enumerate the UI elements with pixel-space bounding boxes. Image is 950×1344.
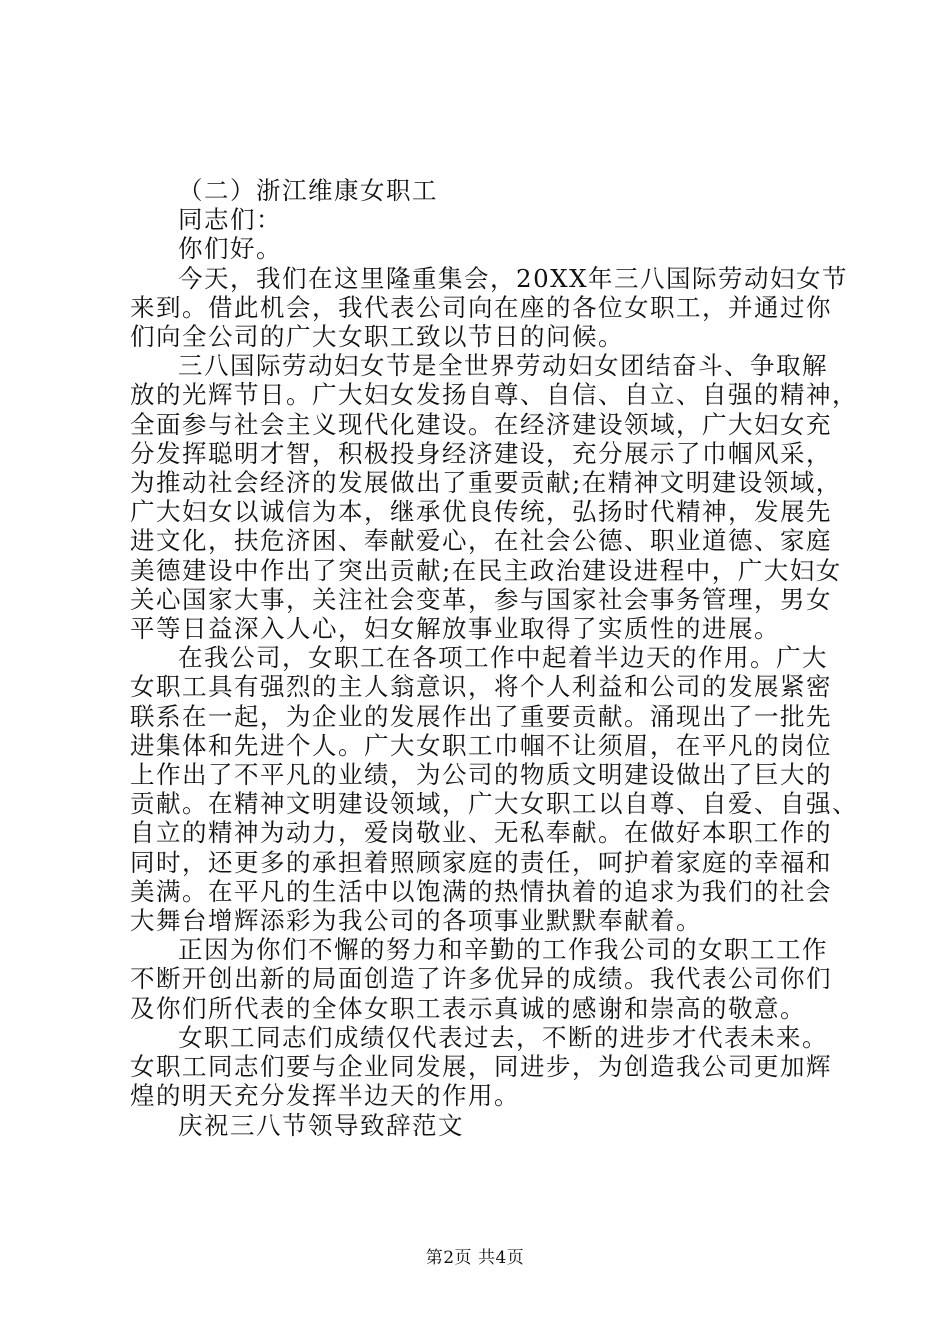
text-line: 进集体和先进个人。广大女职工巾帼不让须眉，在平凡的岗位	[130, 730, 832, 760]
text-line: 广大妇女以诚信为本，继承优良传统，弘扬时代精神，发展先	[130, 497, 832, 527]
text-line: 平等日益深入人心，妇女解放事业取得了实质性的进展。	[130, 614, 780, 644]
text-line: 不断开创出新的局面创造了许多优异的成绩。我代表公司你们	[130, 964, 832, 994]
text-line: 美德建设中作出了突出贡献;在民主政治建设进程中，广大妇女	[130, 555, 842, 585]
text-line: 三八国际劳动妇女节是全世界劳动妇女团结奋斗、争取解	[178, 351, 828, 381]
text-line: 来到。借此机会，我代表公司向在座的各位女职工，并通过你	[130, 292, 832, 322]
text-line: 在我公司，女职工在各项工作中起着半边天的作用。广大	[178, 643, 828, 673]
text-line: 美满。在平凡的生活中以饱满的热情执着的追求为我们的社会	[130, 876, 832, 906]
text-line: 全面参与社会主义现代化建设。在经济建设领域，广大妇女充	[130, 409, 832, 439]
text-line: 及你们所代表的全体女职工表示真诚的感谢和崇高的敬意。	[130, 993, 806, 1023]
text-line: （二）浙江维康女职工	[178, 176, 438, 205]
text-line: 女职工同志们成绩仅代表过去，不断的进步才代表未来。	[178, 1022, 828, 1052]
text-line: 女职工同志们要与企业同发展，同进步，为创造我公司更加辉	[130, 1052, 832, 1082]
text-line: 大舞台增辉添彩为我公司的各项事业默默奉献着。	[130, 906, 702, 936]
text-line: 进文化，扶危济困、奉献爱心，在社会公德、职业道德、家庭	[130, 526, 832, 556]
text-line: 联系在一起，为企业的发展作出了重要贡献。涌现出了一批先	[130, 701, 832, 731]
text-line: 煌的明天充分发挥半边天的作用。	[130, 1081, 520, 1111]
text-line: 分发挥聪明才智，积极投身经济建设，充分展示了巾帼风采，	[130, 438, 832, 468]
text-line: 女职工具有强烈的主人翁意识，将个人利益和公司的发展紧密	[130, 672, 832, 702]
text-line: 庆祝三八节领导致辞范文	[178, 1110, 464, 1140]
text-line: 贡献。在精神文明建设领域，广大女职工以自尊、自爱、自强、	[130, 789, 858, 819]
text-line: 同时，还更多的承担着照顾家庭的责任，呵护着家庭的幸福和	[130, 847, 832, 877]
text-line: 上作出了不平凡的业绩，为公司的物质文明建设做出了巨大的	[130, 760, 832, 790]
text-line: 今天，我们在这里隆重集会，20XX年三八国际劳动妇女节	[178, 263, 849, 293]
text-line: 正因为你们不懈的努力和辛勤的工作我公司的女职工工作	[178, 935, 828, 965]
text-line: 们向全公司的广大女职工致以节日的问候。	[130, 322, 624, 352]
document-body	[130, 176, 858, 1140]
text-line: 你们好。	[178, 234, 282, 264]
text-line: 关心国家大事，关注社会变革，参与国家社会事务管理，男女	[130, 584, 832, 614]
text-line: 自立的精神为动力，爱岗敬业、无私奉献。在做好本职工作的	[130, 818, 832, 848]
text-line: 同志们：	[178, 205, 282, 235]
text-line: 放的光辉节日。广大妇女发扬自尊、自信、自立、自强的精神，	[130, 380, 858, 410]
text-line: 为推动社会经济的发展做出了重要贡献;在精神文明建设领域，	[130, 468, 842, 498]
page-footer: 第2页 共4页	[425, 1248, 525, 1268]
